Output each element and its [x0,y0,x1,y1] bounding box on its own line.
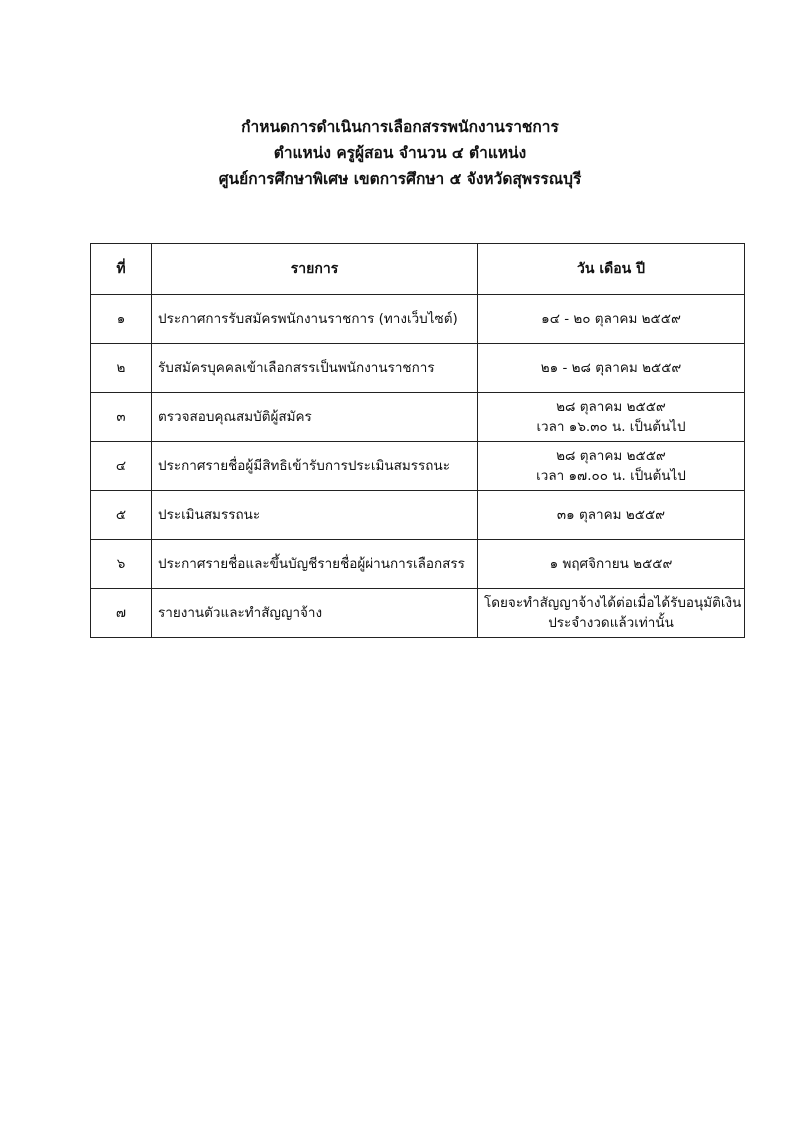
row-date [478,344,745,393]
row-date [478,295,745,344]
column-header-item: รายการ [152,244,478,295]
row-item: ประกาศการรับสมัครพนักงานราชการ (ทางเว็บไซต์) [152,295,478,344]
date-line: ๑๔ - ๒๐ ตุลาคม ๒๕๕๙ [541,311,681,327]
row-item: ประกาศรายชื่อผู้มีสิทธิเข้ารับการประเมินสมรรถนะ [152,442,478,491]
table-row [91,393,745,442]
table-row [91,589,745,638]
date-line: ๓๑ ตุลาคม ๒๕๕๙ [556,507,666,523]
row-date [478,491,745,540]
document-title [0,114,800,192]
row-number: ๗ [91,589,152,638]
title-line-1: กำหนดการดำเนินการเลือกสรรพนักงานราชการ [241,118,559,136]
row-number: ๑ [91,295,152,344]
table-row [91,442,745,491]
date-line: เวลา ๑๗.๐๐ น. เป็นต้นไป [536,468,686,484]
row-item: ประเมินสมรรถนะ [152,491,478,540]
row-number: ๔ [91,442,152,491]
row-item: ตรวจสอบคุณสมบัติผู้สมัคร [152,393,478,442]
date-line: ๑ พฤศจิกายน ๒๕๕๙ [549,556,673,572]
row-date [478,540,745,589]
row-item: รับสมัครบุคคลเข้าเลือกสรรเป็นพนักงานราชการ [152,344,478,393]
row-number: ๓ [91,393,152,442]
column-header-date: วัน เดือน ปี [478,244,745,295]
title-line-2: ตำแหน่ง ครูผู้สอน จำนวน ๔ ตำแหน่ง [273,144,527,162]
row-item: รายงานตัวและทำสัญญาจ้าง [152,589,478,638]
table-body [91,295,745,638]
title-line-3: ศูนย์การศึกษาพิเศษ เขตการศึกษา ๕ จังหวัดสุพรรณบุรี [218,170,582,188]
date-line: ๒๘ ตุลาคม ๒๕๕๙ [556,399,666,415]
table-row [91,491,745,540]
row-number: ๒ [91,344,152,393]
table-row [91,344,745,393]
row-number: ๕ [91,491,152,540]
column-header-no: ที่ [91,244,152,295]
row-item: ประกาศรายชื่อและขึ้นบัญชีรายชื่อผู้ผ่านการเลือกสรร [152,540,478,589]
schedule-table [90,243,745,638]
table-header-row [91,244,745,295]
table-row [91,540,745,589]
row-number: ๖ [91,540,152,589]
date-line: ๒๑ - ๒๘ ตุลาคม ๒๕๕๙ [540,360,682,376]
date-line: เวลา ๑๖.๓๐ น. เป็นต้นไป [536,419,686,435]
table-row [91,295,745,344]
date-line: โดยจะทำสัญญาจ้างได้ต่อเมื่อได้รับอนุมัติเงิน [484,595,742,611]
row-date [478,589,745,638]
row-date [478,393,745,442]
date-line: ประจำงวดแล้วเท่านั้น [548,615,674,631]
row-date [478,442,745,491]
date-line: ๒๘ ตุลาคม ๒๕๕๙ [556,448,666,464]
